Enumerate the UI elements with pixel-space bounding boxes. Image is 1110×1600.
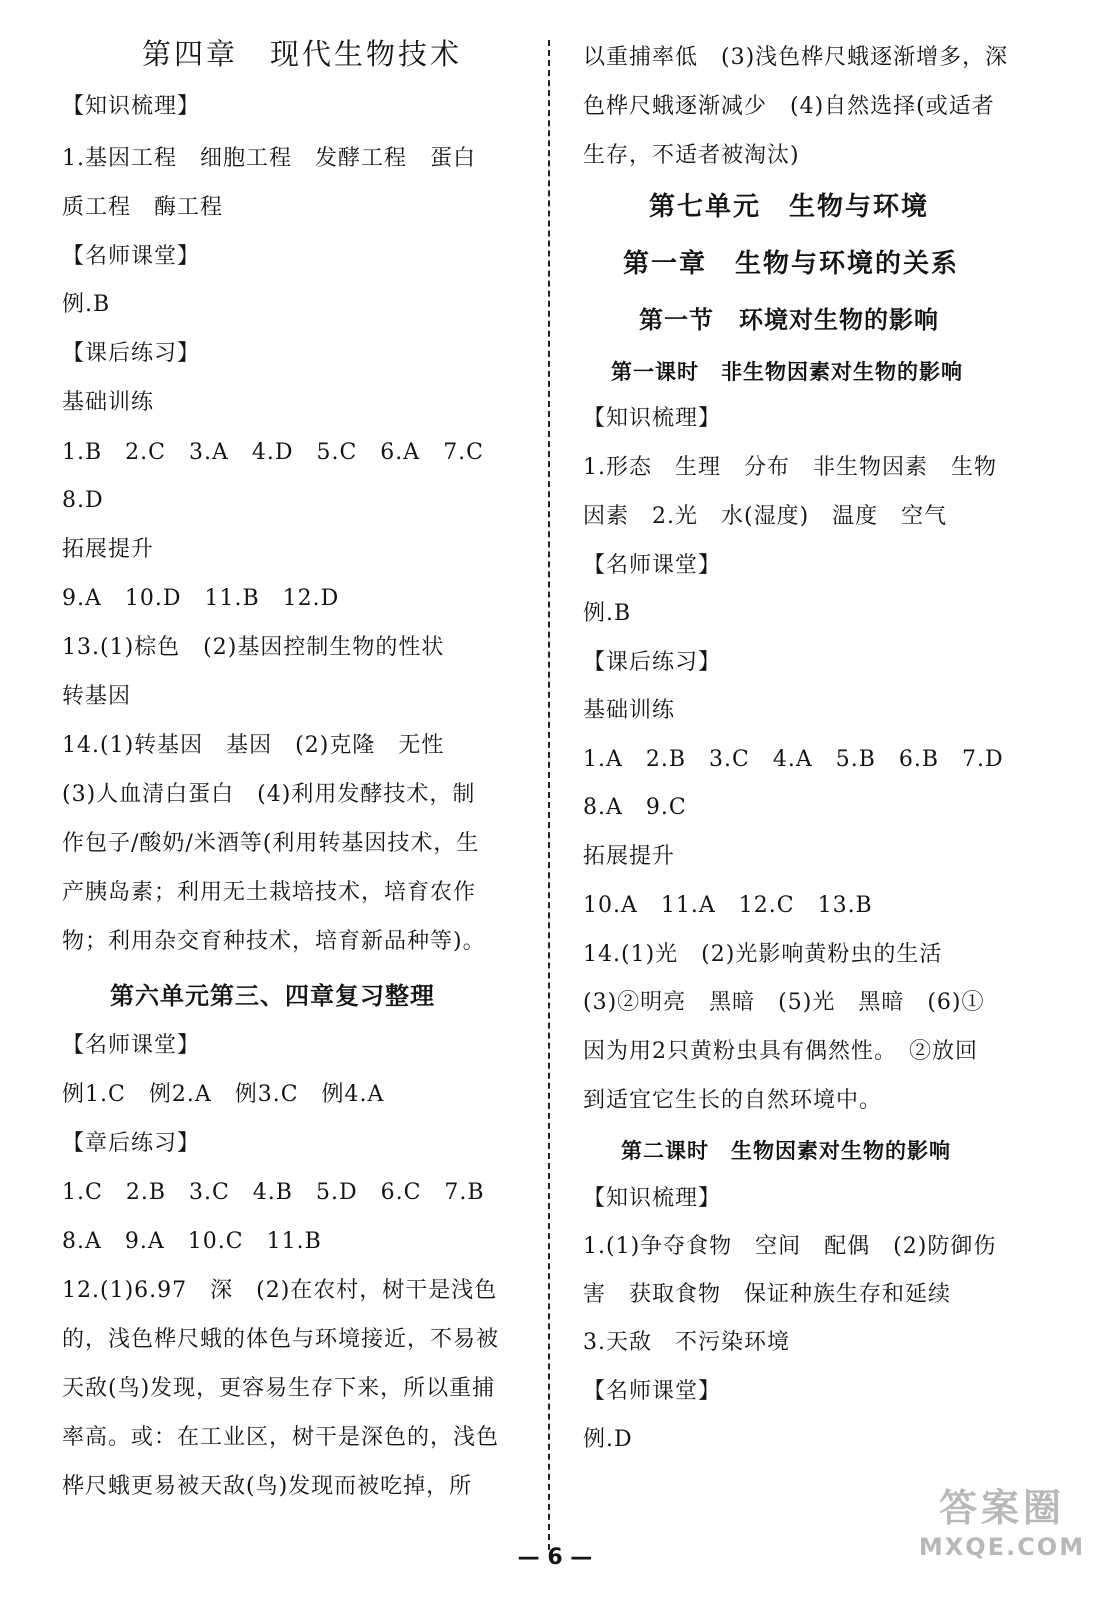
answer-line: 8.D: [62, 488, 104, 513]
watermark-logo: [912, 1484, 1092, 1584]
knowledge-answer-line: 1.基因工程 细胞工程 发酵工程 蛋白: [62, 146, 476, 171]
answer-line: 物；利用杂交育种技术，培育新品种等)。: [62, 929, 486, 954]
answer-line: 生存，不适者被淘汰): [583, 143, 800, 168]
section-title: 第一节 环境对生物的影响: [639, 305, 939, 334]
answer-line: 色桦尺蛾逐渐减少 (4)自然选择(或适者: [583, 94, 995, 119]
unit-title: 第七单元 生物与环境: [649, 192, 930, 222]
answer-line: 12.(1)6.97 深 (2)在农村，树干是浅色: [62, 1278, 498, 1303]
knowledge-answer-line: 1.形态 生理 分布 非生物因素 生物: [583, 455, 997, 480]
lesson-title: 第二课时 生物因素对生物的影响: [621, 1138, 951, 1163]
answer-line: 1.B 2.C 3.A 4.D 5.C 6.A 7.C: [62, 440, 485, 465]
answer-line: 产胰岛素；利用无土栽培技术，培育农作: [62, 880, 477, 905]
page-number: — 6 —: [517, 1545, 593, 1570]
watermark-bottom-text: MXQE.COM: [918, 1533, 1086, 1561]
section-classroom-heading: 【名师课堂】: [62, 1033, 201, 1058]
answer-line: (3)②明亮 黑暗 (5)光 黑暗 (6)①: [583, 990, 985, 1015]
answer-line: (3)人血清白蛋白 (4)利用发酵技术，制: [62, 782, 476, 807]
answer-line: 因为用2只黄粉虫具有偶然性。 ②放回: [583, 1039, 978, 1064]
knowledge-answer-line: 质工程 酶工程: [62, 195, 224, 220]
lesson-title: 第一课时 非生物因素对生物的影响: [611, 359, 963, 384]
answer-line: 8.A 9.A 10.C 11.B: [62, 1229, 322, 1254]
section-knowledge-heading: 【知识梳理】: [583, 1186, 722, 1211]
knowledge-answer-line: 3.天敌 不污染环境: [583, 1330, 790, 1355]
section-chapter-practice-heading: 【章后练习】: [62, 1131, 201, 1156]
section-practice-heading: 【课后练习】: [62, 341, 201, 366]
knowledge-answer-line: 害 获取食物 保证种族生存和延续: [583, 1282, 952, 1307]
section-knowledge-heading: 【知识梳理】: [62, 94, 201, 119]
chapter-title: 第四章 现代生物技术: [142, 37, 463, 71]
answer-line: 9.A 10.D 11.B 12.D: [62, 586, 340, 611]
section-classroom-heading: 【名师课堂】: [583, 553, 722, 578]
answer-line: 14.(1)光 (2)光影响黄粉虫的生活: [583, 942, 943, 967]
answer-line: 例1.C 例2.A 例3.C 例4.A: [62, 1082, 385, 1107]
extension-label: 拓展提升: [62, 537, 155, 562]
answer-line: 作包子/酸奶/米酒等(利用转基因技术，生: [62, 831, 480, 856]
knowledge-answer-line: 因素 2.光 水(湿度) 温度 空气: [583, 504, 948, 529]
section-practice-heading: 【课后练习】: [583, 650, 722, 675]
section-classroom-heading: 【名师课堂】: [583, 1379, 722, 1404]
answer-line: 率高。或：在工业区，树干是深色的，浅色: [62, 1425, 500, 1450]
answer-line: 13.(1)棕色 (2)基因控制生物的性状: [62, 635, 445, 660]
knowledge-answer-line: 1.(1)争夺食物 空间 配偶 (2)防御伤: [583, 1234, 997, 1259]
answer-line: 到适宜它生长的自然环境中。: [583, 1088, 883, 1113]
classroom-example: 例.B: [62, 292, 111, 317]
section-classroom-heading: 【名师课堂】: [62, 244, 201, 269]
answer-line: 桦尺蛾更易被天敌(鸟)发现而被吃掉，所: [62, 1474, 473, 1499]
classroom-example: 例.D: [583, 1427, 633, 1452]
answer-line: 1.C 2.B 3.C 4.B 5.D 6.C 7.B: [62, 1180, 485, 1205]
answer-line: 10.A 11.A 12.C 13.B: [583, 893, 873, 918]
section-knowledge-heading: 【知识梳理】: [583, 406, 722, 431]
watermark-top-text: 答案圈: [938, 1486, 1065, 1530]
column-divider: [548, 40, 550, 1550]
review-title: 第六单元第三、四章复习整理: [110, 981, 435, 1010]
chapter-title: 第一章 生物与环境的关系: [623, 249, 960, 279]
answer-line: 以重捕率低 (3)浅色桦尺蛾逐渐增多，深: [583, 45, 1009, 70]
classroom-example: 例.B: [583, 601, 632, 626]
answer-line: 8.A 9.C: [583, 795, 687, 820]
answer-line: 转基因: [62, 684, 132, 709]
basic-training-label: 基础训练: [583, 698, 676, 723]
basic-training-label: 基础训练: [62, 390, 155, 415]
answer-line: 1.A 2.B 3.C 4.A 5.B 6.B 7.D: [583, 747, 1004, 772]
answer-line: 14.(1)转基因 基因 (2)克隆 无性: [62, 733, 445, 758]
answer-line: 天敌(鸟)发现，更容易生存下来，所以重捕: [62, 1376, 496, 1401]
extension-label: 拓展提升: [583, 844, 676, 869]
answer-line: 的，浅色桦尺蛾的体色与环境接近，不易被: [62, 1327, 500, 1352]
